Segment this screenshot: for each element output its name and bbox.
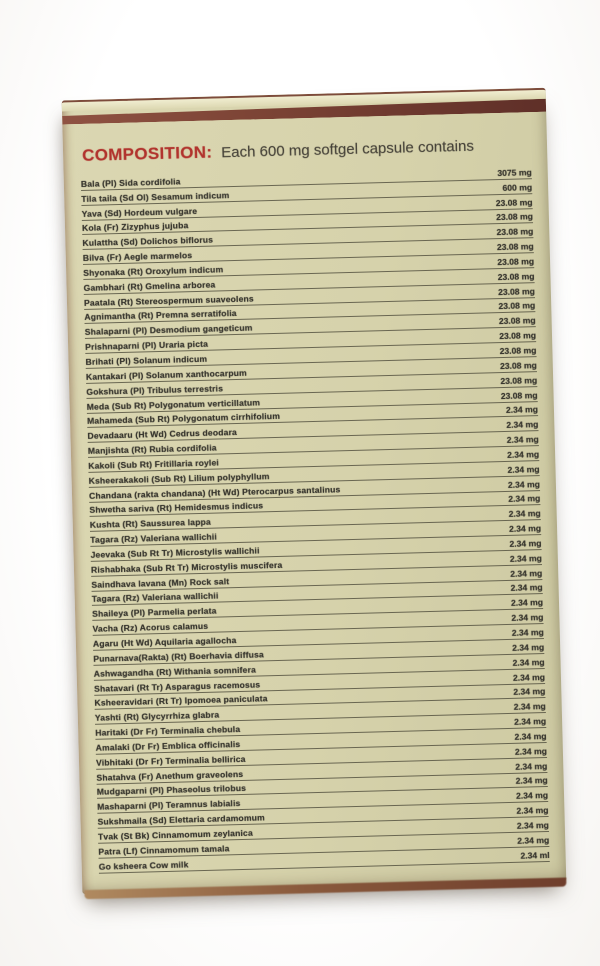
ingredient-quantity: 2.34 mg [510, 597, 544, 609]
ingredient-quantity: 2.34 mg [505, 404, 539, 416]
ingredient-quantity: 23.08 mg [499, 359, 537, 371]
composition-subtitle: Each 600 mg softgel capsule contains [221, 137, 475, 162]
ingredient-name: Yava (Sd) Hordeum vulgare [81, 205, 198, 219]
ingredient-quantity: 23.08 mg [500, 389, 538, 401]
ingredient-name: Meda (Sub Rt) Polygonatum verticillatum [86, 396, 261, 412]
composition-label-panel [62, 112, 565, 874]
ingredient-quantity: 2.34 mg [510, 567, 543, 579]
ingredient-table [81, 164, 550, 873]
product-box [62, 88, 567, 894]
ingredient-quantity: 2.34 mg [512, 671, 546, 683]
ingredient-name: Bala (Pl) Sida cordifolia [80, 176, 181, 189]
ingredient-quantity: 23.08 mg [495, 196, 533, 208]
ingredient-quantity: 2.34 mg [508, 523, 542, 534]
ingredient-name: Kola (Fr) Zizyphus jujuba [81, 220, 189, 234]
ingredient-name: Tagara (Rz) Valeriana wallichii [90, 531, 218, 545]
ingredient-quantity: 2.34 mg [512, 641, 545, 653]
ingredient-name: Tvak (St Bk) Cinnamomum zeylanica [97, 827, 253, 842]
ingredient-quantity: 600 mg [502, 181, 533, 193]
ingredient-name: Shalaparni (Pl) Desmodium gangeticum [84, 322, 253, 338]
ingredient-quantity: 2.34 mg [513, 701, 546, 713]
ingredient-quantity: 2.34 mg [516, 819, 549, 831]
ingredient-quantity: 2.34 mg [513, 716, 547, 727]
ingredient-quantity: 2.34 mg [509, 552, 542, 564]
ingredient-quantity: 2.34 mg [506, 419, 539, 431]
ingredient-name: Gambhari (Rt) Gmelina arborea [83, 279, 216, 293]
ingredient-name: Sukshmaila (Sd) Elettaria cardamomum [97, 812, 265, 827]
ingredient-quantity: 2.34 mg [512, 656, 545, 668]
ingredient-name: Go ksheera Cow milk [98, 859, 189, 872]
ingredient-quantity: 2.34 mg [515, 790, 549, 802]
ingredient-name: Patra (Lf) Cinnamomum tamala [98, 843, 230, 857]
ingredient-name: Manjishta (Rt) Rubia cordifolia [87, 442, 217, 456]
ingredient-quantity: 2.34 mg [517, 834, 550, 846]
ingredient-name: Haritaki (Dr Fr) Terminalia chebula [95, 724, 241, 738]
ingredient-quantity: 23.08 mg [497, 270, 535, 282]
ingredient-name: Brihati (Pl) Solanum indicum [85, 353, 208, 367]
ingredient-name: Bilva (Fr) Aegle marmelos [82, 250, 193, 264]
ingredient-name: Mudgaparni (Pl) Phaseolus trilobus [96, 783, 247, 798]
ingredient-name: Ksheerakakoli (Sub Rt) Lilium polyphyllum [88, 470, 270, 486]
ingredient-quantity: 23.08 mg [500, 374, 538, 386]
ingredient-quantity: 2.34 mg [507, 463, 540, 475]
ingredient-name: Amalaki (Dr Fr) Emblica officinalis [95, 738, 241, 753]
ingredient-quantity: 2.34 mg [514, 745, 548, 757]
ingredient-name: Vibhitaki (Dr Fr) Terminalia bellirica [95, 753, 246, 768]
ingredient-quantity: 2.34 mg [515, 760, 548, 772]
ingredient-quantity: 2.34 mg [510, 582, 543, 594]
ingredient-quantity: 2.34 mg [514, 730, 547, 742]
ingredient-name: Mashaparni (Pl) Teramnus labialis [97, 798, 241, 813]
ingredient-quantity: 23.08 mg [496, 241, 534, 253]
ingredient-quantity: 2.34 mg [506, 434, 539, 445]
ingredient-quantity: 23.08 mg [495, 211, 534, 223]
ingredient-name: Paatala (Rt) Stereospermum suaveolens [83, 293, 254, 308]
composition-heading: COMPOSITION: [81, 142, 213, 165]
ingredient-quantity: 2.34 mg [507, 478, 541, 490]
ingredient-quantity: 2.34 mg [513, 686, 546, 698]
ingredient-name: Shatavari (Rt Tr) Asparagus racemosus [93, 679, 261, 694]
ingredient-name: Jeevaka (Sub Rt Tr) Microstylis wallichii [90, 545, 260, 560]
ingredient-quantity: 2.34 mg [508, 493, 541, 505]
ingredient-name: Shyonaka (Rt) Oroxylum indicum [83, 264, 224, 278]
ingredient-quantity: 2.34 mg [509, 538, 542, 549]
ingredient-name: Agaru (Ht Wd) Aquilaria agallocha [92, 635, 237, 649]
ingredient-name: Ashwagandha (Rt) Withania somnifera [93, 664, 257, 679]
ingredient-name: Punarnava(Rakta) (Rt) Boerhavia diffusa [93, 649, 264, 664]
ingredient-name: Kulattha (Sd) Dolichos biflorus [82, 234, 214, 249]
ingredient-name: Shatahva (Fr) Anethum graveolens [96, 768, 244, 783]
ingredient-name: Vacha (Rz) Acorus calamus [92, 620, 209, 634]
ingredient-quantity: 23.08 mg [498, 300, 536, 312]
ingredient-quantity: 2.34 mg [511, 627, 544, 638]
ingredient-quantity: 23.08 mg [497, 256, 535, 268]
ingredient-name: Devadaaru (Ht Wd) Cedrus deodara [87, 427, 238, 442]
ingredient-quantity: 2.34 mg [515, 775, 548, 787]
ingredient-name: Prishnaparni (Pl) Uraria picta [85, 338, 209, 353]
ingredient-quantity: 23.08 mg [499, 345, 537, 357]
ingredient-name: Rishabhaka (Sub Rt Tr) Microstylis muscifera [90, 559, 283, 575]
composition-title-row [82, 134, 532, 166]
ingredient-name: Kakoli (Sub Rt) Fritillaria roylei [88, 457, 220, 471]
ingredient-quantity: 2.34 mg [508, 508, 541, 520]
ingredient-name: Saindhava lavana (Mn) Rock salt [91, 575, 230, 590]
ingredient-quantity: 2.34 mg [506, 448, 540, 460]
ingredient-quantity: 23.08 mg [499, 330, 537, 342]
ingredient-name: Tagara (Rz) Valeriana wallichii [91, 591, 219, 605]
ingredient-name: Yashti (Rt) Glycyrrhiza glabra [94, 709, 220, 724]
ingredient-name: Kushta (Rt) Saussurea lappa [89, 516, 211, 531]
ingredient-quantity: 23.08 mg [497, 285, 535, 297]
ingredient-name: Chandana (rakta chandana) (Ht Wd) Pterocarpus santalinus [88, 483, 341, 501]
ingredient-name: Shaileya (Pl) Parmelia perlata [92, 605, 217, 620]
ingredient-quantity: 3075 mg [497, 167, 532, 178]
ingredient-quantity: 2.34 mg [516, 805, 549, 816]
ingredient-name: Gokshura (Pl) Tribulus terrestris [86, 383, 224, 397]
ingredient-name: Ksheeravidari (Rt Tr) Ipomoea paniculata [94, 693, 268, 709]
ingredient-name: Mahameda (Sub Rt) Polygonatum cirrhifolium [86, 411, 281, 427]
ingredient-name: Shwetha sariva (Rt) Hemidesmus indicus [89, 500, 264, 516]
ingredient-quantity: 23.08 mg [496, 226, 534, 238]
ingredient-quantity: 2.34 mg [511, 612, 544, 624]
ingredient-quantity: 23.08 mg [498, 315, 536, 327]
ingredient-name: Tila taila (Sd Ol) Sesamum indicum [81, 189, 230, 204]
ingredient-quantity: 2.34 ml [520, 849, 550, 861]
ingredient-name: Agnimantha (Rt) Premna serratifolia [84, 308, 237, 323]
ingredient-name: Kantakari (Pl) Solanum xanthocarpum [85, 367, 247, 382]
